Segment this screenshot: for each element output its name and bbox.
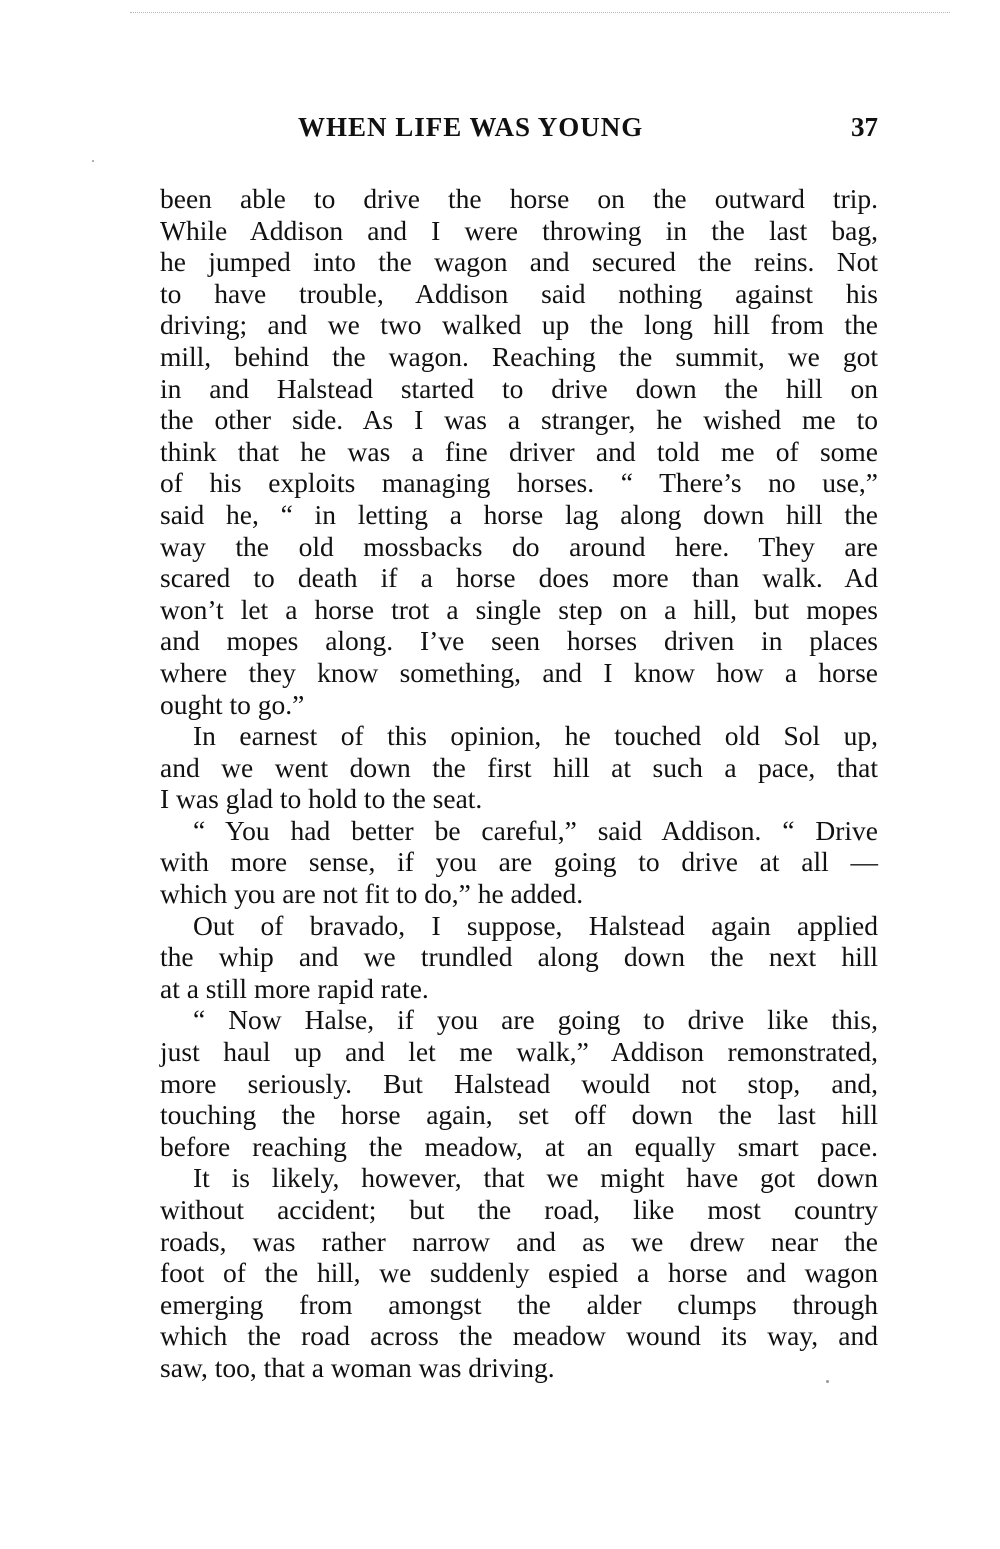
- text-line: foot of the hill, we suddenly espied a horse and wagon: [160, 1257, 878, 1289]
- text-line: scared to death if a horse does more than walk. Ad: [160, 562, 878, 594]
- paragraph-first-line: It is likely, however, that we might have got down: [193, 1162, 878, 1194]
- text-line: ought to go.”: [160, 688, 305, 720]
- text-line: without accident; but the road, like most country: [160, 1194, 878, 1225]
- text-line: he jumped into the wagon and secured the reins. Not: [160, 246, 878, 278]
- text-line: won’t let a horse trot a single step on a hill, but mopes: [160, 593, 878, 625]
- text-line: in and Halstead started to drive down the hill on: [160, 372, 878, 404]
- scan-edge-speckle: [130, 12, 950, 13]
- text-line: where they know something, and I know how a horse: [160, 656, 878, 688]
- text-line: roads, was rather narrow and as we drew near the: [160, 1225, 878, 1257]
- text-line: to have trouble, Addison said nothing against his: [160, 277, 878, 309]
- text-line: saw, too, that a woman was driving.: [160, 1351, 555, 1383]
- text-line: touching the horse again, set off down the last hill: [160, 1099, 878, 1131]
- text-line: emerging from amongst the alder clumps through: [160, 1288, 878, 1320]
- text-line: way the old mossbacks do around here. They are: [160, 530, 878, 562]
- text-line: been able to drive the horse on the outward trip.: [160, 183, 878, 214]
- page-number: 37: [851, 112, 878, 142]
- paragraph-first-line: “ Now Halse, if you are going to drive like this,: [193, 1004, 878, 1036]
- text-line: the whip and we trundled along down the next hill: [160, 941, 878, 973]
- text-line: with more sense, if you are going to drive at all —: [160, 846, 878, 878]
- paragraph-first-line: In earnest of this opinion, he touched old Sol up,: [193, 720, 878, 752]
- text-line: think that he was a fine driver and told me of some: [160, 435, 878, 467]
- text-line: just haul up and let me walk,” Addison remonstrated,: [160, 1036, 878, 1068]
- paragraph-first-line: Out of bravado, I suppose, Halstead again applied: [193, 909, 878, 941]
- text-line: of his exploits managing horses. “ There’s no use,”: [160, 467, 878, 499]
- stray-ink-mark: [92, 160, 94, 162]
- text-line: which the road across the meadow wound its way, and: [160, 1320, 878, 1352]
- text-line: said he, “ in letting a horse lag along down hill the: [160, 498, 878, 530]
- paragraph-first-line: “ You had better be careful,” said Addison. “ Drive: [193, 814, 878, 846]
- text-line: the other side. As I was a stranger, he wished me to: [160, 404, 878, 436]
- text-line: driving; and we two walked up the long hill from the: [160, 309, 878, 341]
- text-line: before reaching the meadow, at an equally smart pace.: [160, 1130, 878, 1162]
- running-title: WHEN LIFE WAS YOUNG: [298, 112, 644, 142]
- text-line: and we went down the first hill at such a pace, that: [160, 751, 878, 783]
- text-line: at a still more rapid rate.: [160, 972, 429, 1004]
- text-line: more seriously. But Halstead would not stop, and,: [160, 1067, 878, 1099]
- stray-ink-mark: [826, 1380, 829, 1383]
- body-text: [160, 183, 878, 1384]
- text-line: and mopes along. I’ve seen horses driven in places: [160, 625, 878, 657]
- text-line: mill, behind the wagon. Reaching the summit, we got: [160, 340, 878, 372]
- text-line: which you are not fit to do,” he added.: [160, 878, 584, 910]
- text-line: While Addison and I were throwing in the last bag,: [160, 214, 878, 246]
- text-line: I was glad to hold to the seat.: [160, 783, 483, 815]
- running-head: [160, 112, 878, 148]
